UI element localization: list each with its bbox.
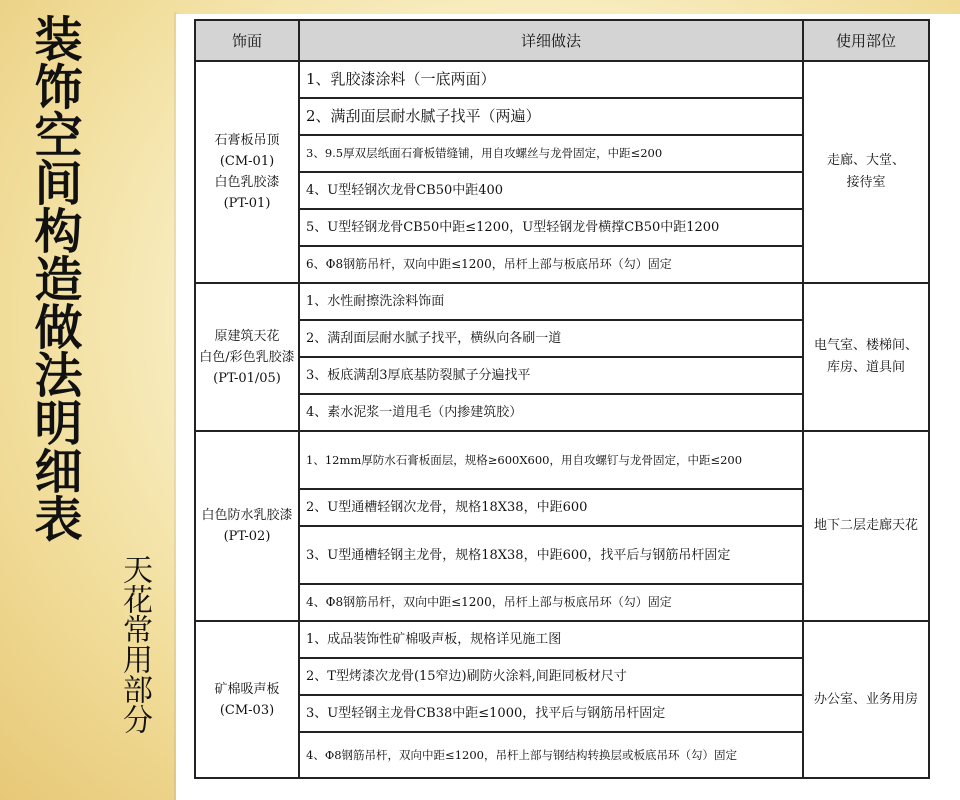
method-step: 5、U型轻钢龙骨CB50中距≤1200，U型轻钢龙骨横撑CB50中距1200 xyxy=(299,209,803,246)
table-row xyxy=(195,283,929,320)
page-title: 装饰空间构造做法明细表 xyxy=(26,14,82,542)
location-line: 地下二层走廊天花 xyxy=(813,518,918,533)
method-step: 1、乳胶漆涂料（一底两面） xyxy=(299,61,803,98)
method-step: 4、Φ8钢筋吊杆，双向中距≤1200，吊杆上部与钢结构转换层或板底吊环（勾）固定 xyxy=(299,732,803,778)
location-cell xyxy=(803,621,929,778)
table-row xyxy=(195,61,929,98)
finish-cell xyxy=(195,621,299,778)
finish-line: (CM-01) xyxy=(219,154,275,169)
finish-line: 白色乳胶漆 xyxy=(214,175,280,190)
header-finish: 饰面 xyxy=(195,20,299,61)
method-step: 3、板底满刮3厚底基防裂腻子分遍找平 xyxy=(299,357,803,394)
method-step: 4、Φ8钢筋吊杆，双向中距≤1200，吊杆上部与板底吊环（勾）固定 xyxy=(299,584,803,621)
method-step: 2、T型烤漆次龙骨(15窄边)刷防火涂料,间距同板材尺寸 xyxy=(299,658,803,695)
method-step: 4、素水泥浆一道甩毛（内掺建筑胶） xyxy=(299,394,803,431)
finish-cell xyxy=(195,61,299,283)
method-step: 2、满刮面层耐水腻子找平（两遍） xyxy=(299,98,803,135)
header-location: 使用部位 xyxy=(803,20,929,61)
finish-line: 白色防水乳胶漆 xyxy=(201,508,293,523)
table-row xyxy=(195,431,929,489)
location-line: 库房、道具间 xyxy=(826,360,905,375)
method-step: 1、水性耐擦洗涂料饰面 xyxy=(299,283,803,320)
finish-line: (CM-03) xyxy=(219,702,275,718)
table-row xyxy=(195,621,929,658)
method-step: 6、Φ8钢筋吊杆，双向中距≤1200，吊杆上部与板底吊环（勾）固定 xyxy=(299,246,803,283)
spec-table xyxy=(194,19,930,779)
finish-cell xyxy=(195,431,299,621)
method-step: 1、12mm厚防水石膏板面层，规格≥600X600，用自攻螺钉与龙骨固定，中距≤200 xyxy=(299,431,803,489)
header-method: 详细做法 xyxy=(299,20,803,61)
page-subtitle: 天花常用部分 xyxy=(117,554,152,734)
finish-line: (PT-02) xyxy=(223,529,271,544)
method-step: 3、U型轻钢主龙骨CB38中距≤1000，找平后与钢筋吊杆固定 xyxy=(299,695,803,732)
finish-line: (PT-01/05) xyxy=(213,370,281,386)
method-step: 3、U型通槽轻钢主龙骨，规格18X38，中距600，找平后与钢筋吊杆固定 xyxy=(299,526,803,584)
method-step: 1、成品装饰性矿棉吸声板，规格详见施工图 xyxy=(299,621,803,658)
finish-cell xyxy=(195,283,299,431)
method-step: 2、满刮面层耐水腻子找平，横纵向各刷一道 xyxy=(299,320,803,357)
location-line: 走廊、大堂、 xyxy=(826,153,905,168)
location-cell xyxy=(803,283,929,431)
finish-line: 矿棉吸声板 xyxy=(214,681,280,697)
method-step: 3、9.5厚双层纸面石膏板错缝铺，用自攻螺丝与龙骨固定，中距≤200 xyxy=(299,135,803,172)
method-step: 4、U型轻钢次龙骨CB50中距400 xyxy=(299,172,803,209)
finish-line: 原建筑天花 xyxy=(214,328,280,344)
location-line: 办公室、业务用房 xyxy=(813,691,918,707)
finish-line: 白色/彩色乳胶漆 xyxy=(199,349,295,365)
location-cell xyxy=(803,61,929,283)
location-line: 接待室 xyxy=(846,175,886,190)
header-row xyxy=(195,20,929,61)
location-cell xyxy=(803,431,929,621)
finish-line: 石膏板吊顶 xyxy=(214,133,280,148)
finish-line: (PT-01) xyxy=(223,196,271,211)
location-line: 电气室、楼梯间、 xyxy=(813,338,918,353)
method-step: 2、U型通槽轻钢次龙骨，规格18X38，中距600 xyxy=(299,489,803,526)
